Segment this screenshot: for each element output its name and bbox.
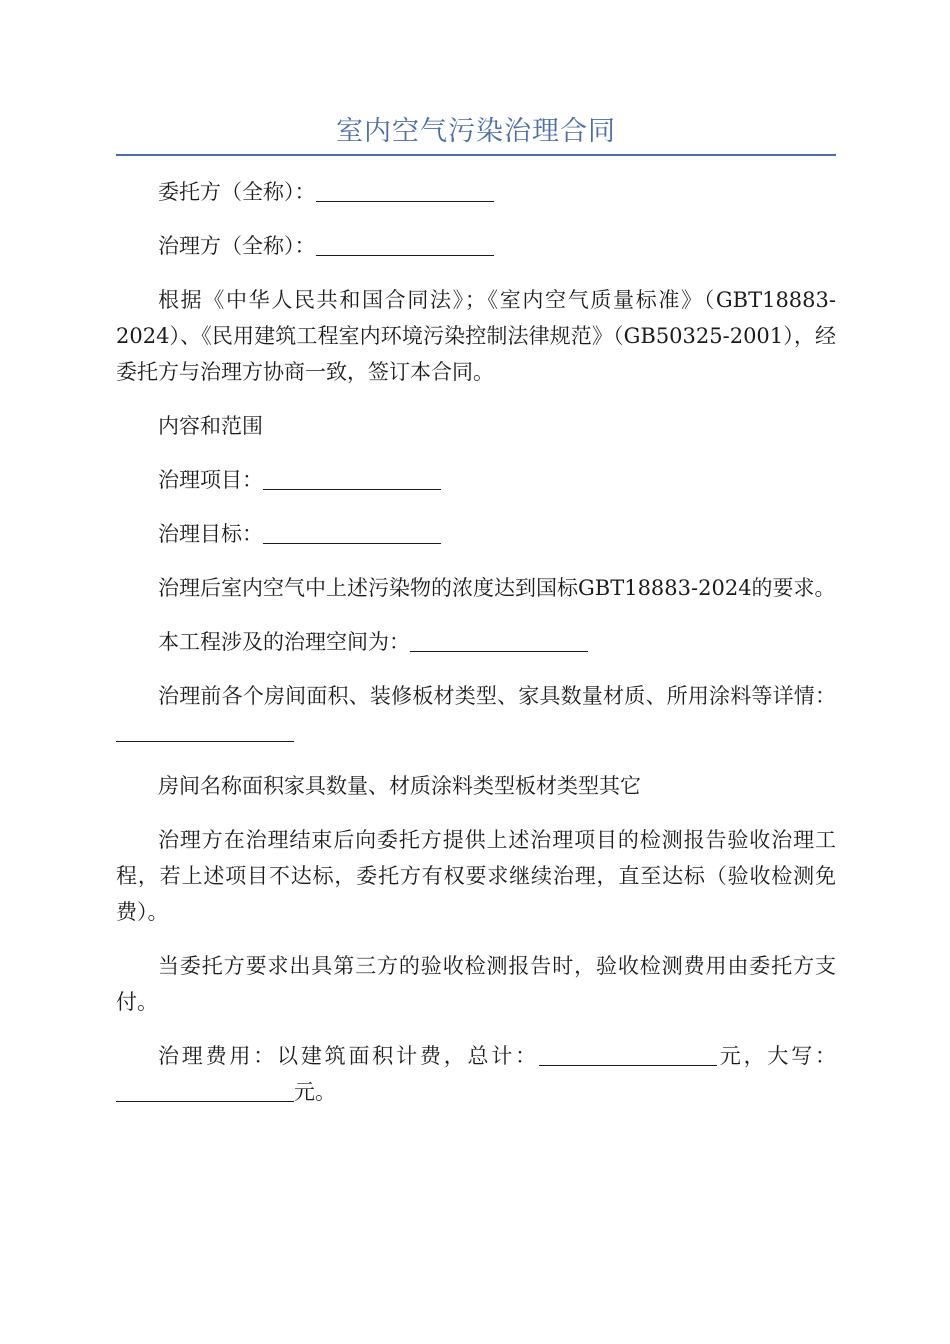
space-field[interactable]	[410, 629, 588, 652]
contract-page	[116, 112, 836, 1128]
fee-line	[116, 1038, 836, 1110]
client-name-field[interactable]	[316, 179, 494, 202]
scope-heading: 内容和范围	[158, 414, 263, 438]
room-columns-line: 房间名称面积家具数量、材质涂料类型板材类型其它	[158, 774, 641, 798]
acceptance-paragraph: 治理方在治理结束后向委托方提供上述治理项目的检测报告验收治理工程，若上述项目不达标，委托方有权要求继续治理，直至达标（验收检测免费）。	[116, 828, 836, 924]
fee-amount-words-field[interactable]	[116, 1079, 294, 1102]
details-line	[116, 678, 836, 750]
target-line	[116, 516, 836, 552]
document-title: 室内空气污染治理合同	[116, 112, 836, 156]
fee-prefix: 治理费用：以建筑面积计费，总计：	[158, 1044, 539, 1068]
client-line	[116, 174, 836, 210]
fee-mid: 元，大写：	[716, 1044, 837, 1068]
standard-paragraph: 治理后室内空气中上述污染物的浓度达到国标GBT18883-2024的要求。	[158, 576, 836, 600]
space-line	[116, 624, 836, 660]
target-label: 治理目标：	[158, 522, 263, 546]
fee-suffix: 元。	[294, 1080, 336, 1104]
details-label: 治理前各个房间面积、装修板材类型、家具数量材质、所用涂料等详情：	[158, 684, 836, 708]
client-label: 委托方（全称）：	[158, 180, 316, 204]
details-field[interactable]	[116, 719, 294, 742]
space-label: 本工程涉及的治理空间为：	[158, 630, 410, 654]
project-field[interactable]	[263, 467, 441, 490]
project-label: 治理项目：	[158, 468, 263, 492]
fee-amount-field[interactable]	[539, 1043, 717, 1066]
third-party-paragraph: 当委托方要求出具第三方的验收检测报告时，验收检测费用由委托方支付。	[116, 954, 836, 1014]
contractor-name-field[interactable]	[316, 233, 494, 256]
basis-paragraph: 根据《中华人民共和国合同法》；《室内空气质量标准》（GBT18883-2024）、《民用建筑工程室内环境污染控制法律规范》（GB50325-2001），经委托方与治理方协商一致，签订本合同。	[116, 288, 836, 384]
project-line	[116, 462, 836, 498]
target-field[interactable]	[263, 521, 441, 544]
contractor-label: 治理方（全称）：	[158, 234, 316, 258]
contractor-line	[116, 228, 836, 264]
